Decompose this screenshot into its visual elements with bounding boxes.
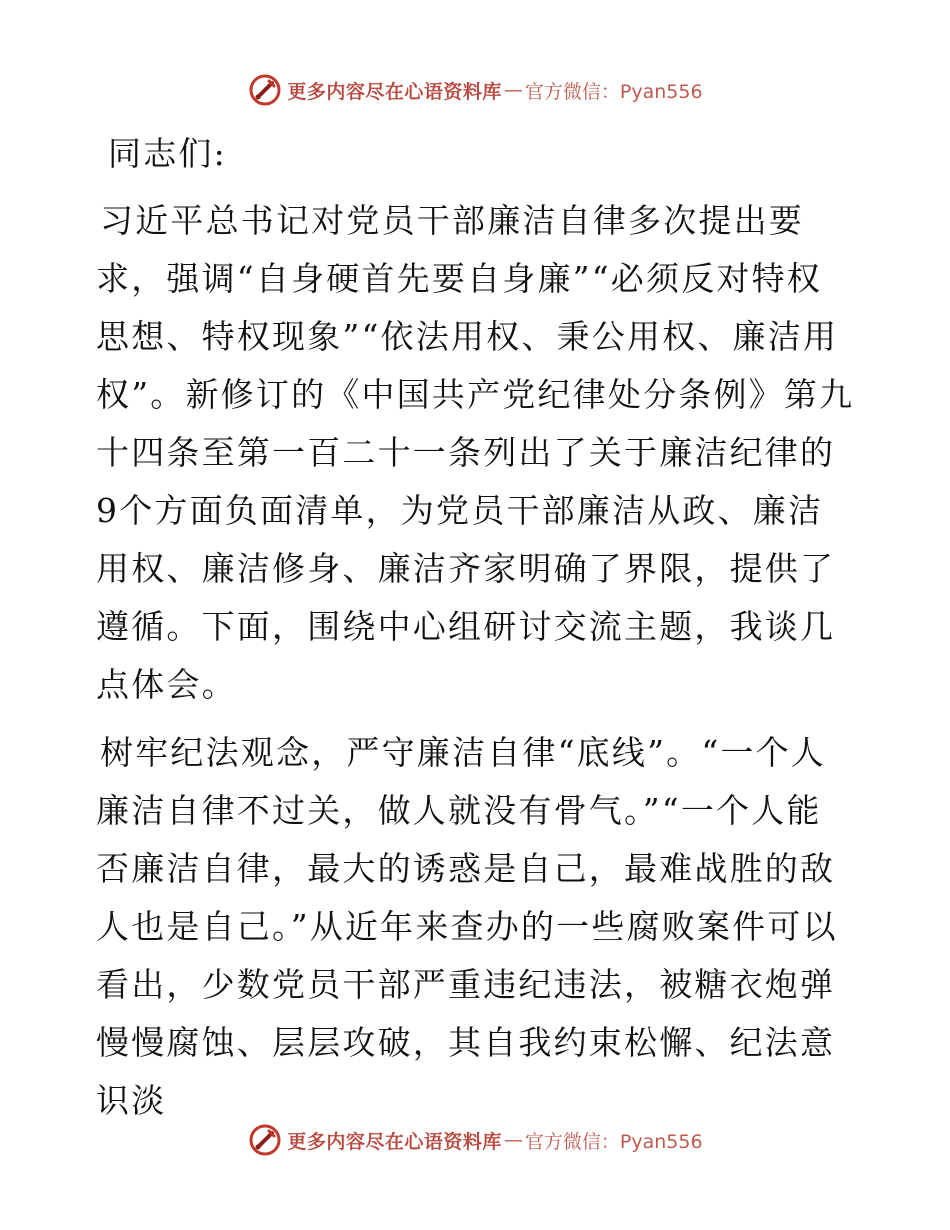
watermark-wechat-text: 官方微信：Pyan556 bbox=[524, 1130, 703, 1153]
pen-logo-icon bbox=[247, 1122, 283, 1158]
paragraph-1: 习近平总书记对党员干部廉洁自律多次提出要求，强调“自身硬首先要自身廉”“必须反对特权思想、特权现象”“依法用权、秉公用权、廉洁用权”。新修订的《中国共产党纪律处分条例》第九十四条至第一百二十一条列出了关于廉洁纪律的9个方面负面清单，为党员干部廉洁从政、廉洁用权、廉洁修身、廉洁齐家明确了界限，提供了遵循。下面，围绕中心组研讨交流主题，我谈几点体会。 bbox=[96, 201, 855, 704]
header-watermark-banner bbox=[0, 70, 950, 110]
paragraph-2: 树牢纪法观念，严守廉洁自律“底线”。“一个人廉洁自律不过关，做人就没有骨气。”“一个人能否廉洁自律，最大的诱惑是自己，最难战胜的敌人也是自己。”从近年来查办的一些腐败案件可以看出，少数党员干部严重违纪违法，被糖衣炮弹慢慢腐蚀、层层攻破，其自我约束松懈、纪法意识淡 bbox=[96, 733, 838, 1120]
watermark-dash: — bbox=[503, 1129, 523, 1151]
watermark-brand-text: 更多内容尽在心语资料库 bbox=[287, 1130, 502, 1153]
watermark-dash: — bbox=[503, 79, 523, 101]
pen-logo-icon bbox=[247, 72, 283, 108]
greeting: 同志们: bbox=[108, 134, 227, 173]
document-body bbox=[96, 120, 856, 1130]
watermark-brand-text: 更多内容尽在心语资料库 bbox=[287, 80, 502, 103]
watermark-wechat-text: 官方微信：Pyan556 bbox=[524, 80, 703, 103]
footer-watermark-banner bbox=[0, 1120, 950, 1160]
